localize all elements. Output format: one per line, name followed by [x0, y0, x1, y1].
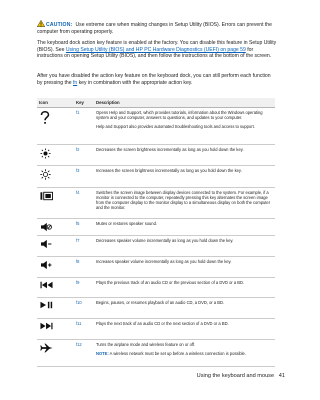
paragraph1-text-before: The keyboard dock action key feature is enabled at the factory. You can disable this feature in Setup Utility (BIOS). See — [37, 40, 277, 53]
next-track-icon — [40, 322, 53, 330]
display-switch-icon — [40, 191, 53, 201]
key-label: f5 — [74, 218, 94, 235]
key-label: f7 — [74, 235, 94, 256]
warning-icon — [37, 20, 45, 27]
page-footer — [145, 373, 285, 379]
paragraph2-text-after: key in combination with the appropriate action key. — [77, 79, 193, 86]
note-label: NOTE: — [96, 350, 109, 356]
table-row — [37, 339, 275, 366]
table-row — [37, 107, 275, 144]
key-description: Increases speaker volume incrementally as long as you hold down the key. — [94, 256, 275, 277]
description-text-secondary: Help and Support also provides automated troubleshooting tools and access to support. — [96, 124, 255, 130]
key-description: Mutes or restores speaker sound. — [94, 218, 275, 235]
airplane-mode-icon — [40, 343, 53, 353]
key-column-header: Key — [74, 98, 94, 107]
key-description: Begins, pauses, or resumes playback of an audio CD, a DVD, or a BD. — [94, 297, 275, 318]
table-row — [37, 277, 275, 297]
table-row — [37, 297, 275, 318]
note-text: A wireless network must be set up before a wireless connection is possible. — [109, 350, 246, 356]
volume-down-icon — [40, 239, 52, 249]
fn-key-link[interactable]: fn — [72, 79, 78, 86]
page-number: 41 — [278, 373, 285, 379]
key-description: Switches the screen image between display devices connected to the system. For example, if a monitor is connected to the computer, repeatedly pressing this key alternates the screen image from the computer display to the monitor display to a simultaneous display on both the computer and the monitor. — [94, 187, 275, 218]
key-description: Decreases speaker volume incrementally as long as you hold down the key. — [94, 235, 275, 256]
previous-track-icon — [40, 281, 53, 289]
action-keys-table — [37, 98, 275, 367]
paragraph1-text-after: for instructions on opening Setup Utility (BIOS), and then follow the instructions at the bottom of the screen. — [37, 46, 272, 60]
brightness-up-icon — [40, 169, 51, 180]
key-label: f9 — [74, 277, 94, 297]
key-label: f4 — [74, 187, 94, 218]
table-row — [37, 235, 275, 256]
table-row — [37, 318, 275, 339]
table-row — [37, 144, 275, 165]
key-label: f1 — [74, 107, 94, 144]
description-column-header: Description — [94, 98, 275, 107]
table-row — [37, 187, 275, 218]
key-description: Plays the next track of an audio CD or the next section of a DVD or a BD. — [94, 318, 275, 339]
caution-label: CAUTION: — [46, 22, 73, 28]
key-description — [94, 339, 275, 366]
description-text: Opens Help and Support, which provides tutorials, information about the Windows operating system and your computer, answers to questions, and updates to your computer. — [96, 109, 263, 120]
key-label: f10 — [74, 297, 94, 318]
key-label: f2 — [74, 144, 94, 165]
key-label: f8 — [74, 256, 94, 277]
volume-up-icon — [40, 260, 52, 270]
caution-notice — [37, 20, 277, 35]
key-label: f12 — [74, 339, 94, 366]
footer-section-title: Using the keyboard and mouse — [196, 373, 275, 379]
description-text: Turns the airplane mode and wireless feature on or off. — [96, 341, 196, 347]
paragraph2-text-before: After you have disabled the action key feature on the keyboard dock, you can still perform each function by pressing the — [37, 73, 271, 86]
key-description: Increases the screen brightness incrementally as long as you hold down the key. — [94, 165, 275, 187]
key-label: f11 — [74, 318, 94, 339]
play-pause-icon — [40, 301, 53, 309]
disabled-feature-paragraph — [37, 73, 277, 86]
help-icon — [40, 111, 50, 125]
table-row — [37, 218, 275, 235]
icon-column-header: Icon — [37, 98, 74, 107]
table-row — [37, 256, 275, 277]
mute-icon — [40, 222, 52, 232]
key-description: Plays the previous track of an audio CD or the previous section of a DVD or a BD. — [94, 277, 275, 297]
key-description: Decreases the screen brightness incrementally as long as you hold down the key. — [94, 144, 275, 165]
table-row — [37, 165, 275, 187]
note — [96, 351, 273, 356]
table-header-row — [37, 98, 275, 107]
setup-utility-link[interactable]: Using Setup Utility (BIOS) and HP PC Hardware Diagnostics (UEFI) on page 59 — [65, 46, 246, 53]
key-label: f3 — [74, 165, 94, 187]
caution-text: Use extreme care when making changes in Setup Utility (BIOS). Errors can prevent the computer from operating properly. — [37, 22, 272, 35]
key-description — [94, 107, 275, 144]
brightness-down-icon — [40, 148, 51, 159]
intro-paragraph — [37, 40, 277, 60]
